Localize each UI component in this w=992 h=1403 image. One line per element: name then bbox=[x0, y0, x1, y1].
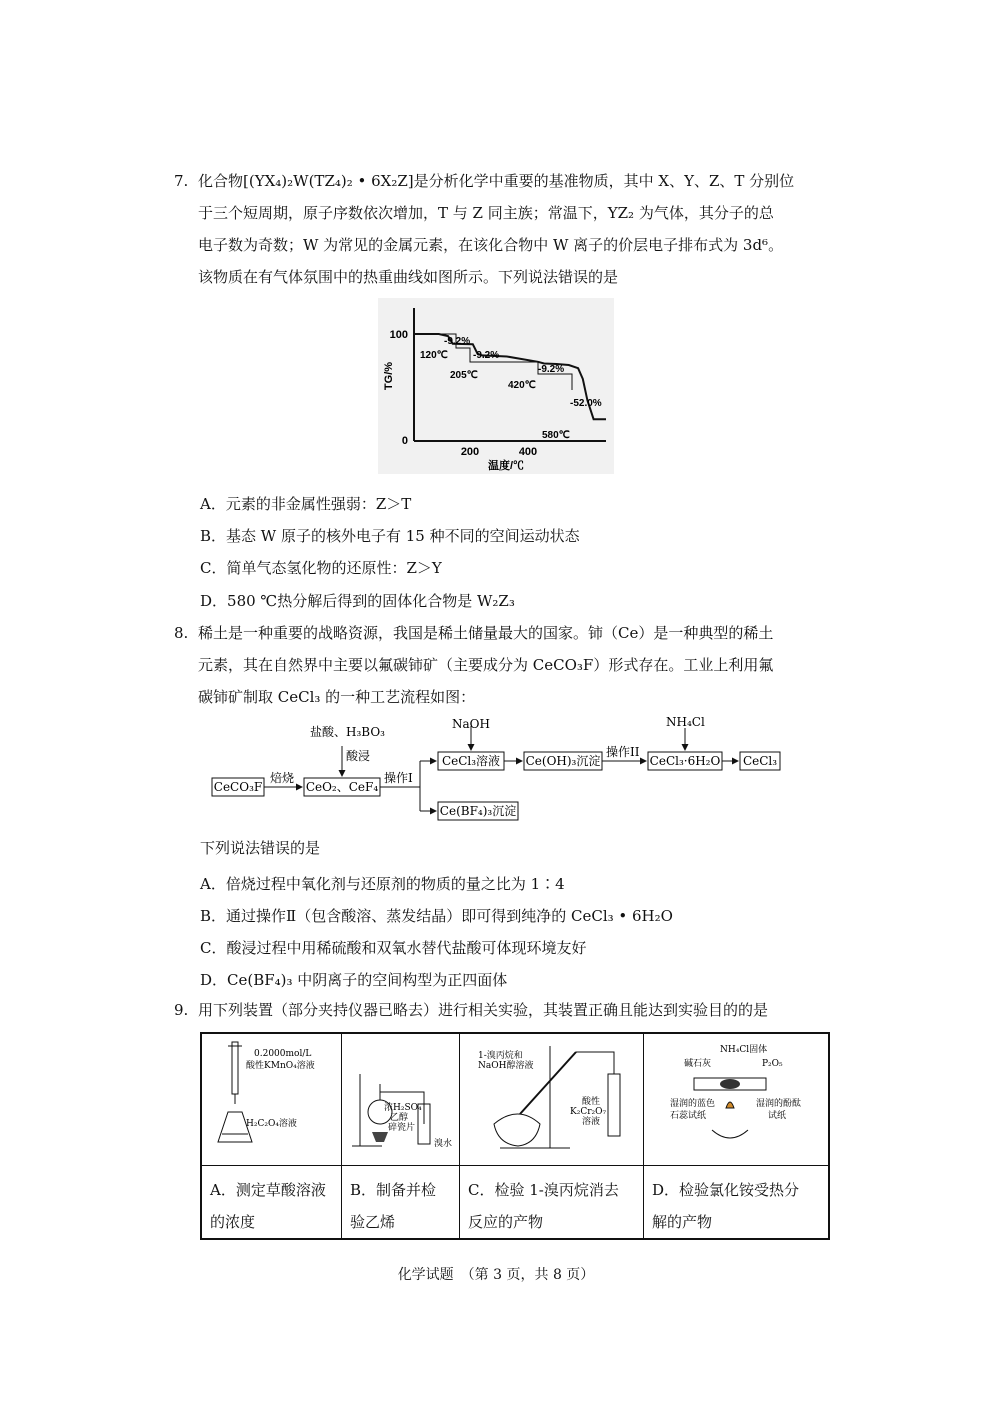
question-7-option-d: D．580 ℃热分解后得到的固体化合物是 W₂Z₃ bbox=[200, 592, 515, 610]
box-cebf4-label: Ce(BF₄)₃沉淀 bbox=[439, 804, 517, 818]
question-7-stem-line-4: 该物质在有气体氛围中的热重曲线如图所示。下列说法错误的是 bbox=[198, 268, 619, 286]
svg-text:P₂O₅: P₂O₅ bbox=[762, 1059, 783, 1069]
step-op2: 操作II bbox=[606, 745, 640, 759]
svg-text:石蕊试纸: 石蕊试纸 bbox=[670, 1111, 707, 1121]
elimination-apparatus-figure bbox=[460, 1034, 642, 1164]
step-op1: 操作I bbox=[384, 771, 413, 785]
svg-text:浓H₂SO₄: 浓H₂SO₄ bbox=[384, 1103, 422, 1113]
question-9-stem: 用下列装置（部分夹持仪器已略去）进行相关实验，其装置正确且能达到实验目的的是 bbox=[198, 1001, 769, 1019]
x-tick-200: 200 bbox=[460, 446, 480, 458]
apparatus-table bbox=[200, 1032, 830, 1240]
box-cecl3-hydrate-label: CeCl₃·6H₂O bbox=[649, 754, 721, 768]
question-7-option-c: C．简单气态氢化物的还原性：Z＞Y bbox=[200, 559, 442, 577]
annotation-step-4: -52.0% bbox=[570, 398, 602, 409]
svg-text:NaOH醇溶液: NaOH醇溶液 bbox=[478, 1061, 534, 1071]
annotation-step-3: -9.2% bbox=[538, 364, 565, 375]
question-8-option-d: D．Ce(BF₄)₃ 中阴离子的空间构型为正四面体 bbox=[200, 971, 508, 989]
caption-b: B．制备并检 验乙烯 bbox=[342, 1165, 460, 1240]
question-7-stem-line-1: 化合物[(YX₄)₂W(TZ₄)₂ • 6X₂Z]是分析化学中重要的基准物质，其中 X、Y、Z、T 分别位 bbox=[198, 172, 795, 190]
box-ceoh3-label: Ce(OH)₃沉淀 bbox=[525, 754, 601, 768]
question-8-number: 8. bbox=[174, 624, 189, 642]
caption-c: C．检验 1-溴丙烷消去 反应的产物 bbox=[460, 1165, 644, 1240]
annotation-step-2: -9.2% bbox=[473, 350, 500, 361]
x-tick-400: 400 bbox=[518, 446, 538, 458]
annotation-205c: 205℃ bbox=[450, 370, 478, 381]
svg-text:试纸: 试纸 bbox=[768, 1111, 787, 1121]
svg-text:湿润的蓝色: 湿润的蓝色 bbox=[670, 1099, 716, 1109]
figure-b-cell bbox=[342, 1034, 460, 1165]
question-8-option-c: C．酸浸过程中用稀硫酸和双氧水替代盐酸可体现环境友好 bbox=[200, 939, 587, 957]
y-tick-0: 0 bbox=[401, 435, 408, 447]
svg-text:酸性: 酸性 bbox=[582, 1097, 601, 1107]
svg-text:溴水: 溴水 bbox=[434, 1139, 453, 1149]
titration-apparatus-figure bbox=[202, 1034, 340, 1164]
annotation-step-1: -9.2% bbox=[444, 336, 471, 347]
caption-d: D．检验氯化铵受热分 解的产物 bbox=[644, 1165, 828, 1240]
reagent-nh4cl: NH₄Cl bbox=[666, 716, 705, 729]
question-8-option-a: A．倍烧过程中氧化剂与还原剂的物质的量之比为 1∶4 bbox=[200, 875, 565, 893]
svg-text:酸性KMnO₄溶液: 酸性KMnO₄溶液 bbox=[246, 1061, 315, 1071]
svg-text:K₂Cr₂O₇: K₂Cr₂O₇ bbox=[570, 1107, 607, 1117]
step-brackets bbox=[418, 334, 572, 390]
svg-text:0.2000mol/L: 0.2000mol/L bbox=[254, 1049, 312, 1059]
svg-text:1-溴丙烷和: 1-溴丙烷和 bbox=[478, 1051, 523, 1061]
chart-axes bbox=[414, 308, 606, 441]
svg-text:溶液: 溶液 bbox=[582, 1117, 601, 1127]
question-8-prompt: 下列说法错误的是 bbox=[200, 839, 321, 857]
svg-text:碱石灰: 碱石灰 bbox=[684, 1059, 712, 1069]
figure-d-cell bbox=[644, 1034, 830, 1165]
ammonium-chloride-apparatus-figure bbox=[644, 1034, 830, 1164]
ethylene-apparatus-figure bbox=[342, 1034, 458, 1164]
question-8-stem-line-2: 元素，其在自然界中主要以氟碳铈矿（主要成分为 CeCO₃F）形式存在。工业上利用氟 bbox=[198, 656, 774, 674]
svg-text:湿润的酚酞: 湿润的酚酞 bbox=[756, 1099, 802, 1109]
page-footer: 化学试题 （第 3 页，共 8 页） bbox=[397, 1267, 595, 1283]
reagent-hcl-h3bo3: 盐酸、H₃BO₃ bbox=[310, 725, 385, 739]
y-tick-100: 100 bbox=[389, 329, 408, 341]
x-axis-label: 温度/℃ bbox=[487, 460, 525, 472]
question-9-number: 9. bbox=[174, 1001, 189, 1019]
process-flow-chart bbox=[208, 716, 788, 828]
step-acid-leach: 酸浸 bbox=[346, 749, 371, 763]
figure-c-cell bbox=[460, 1034, 644, 1165]
box-ceo2-cef4-label: CeO₂、CeF₄ bbox=[305, 780, 379, 794]
annotation-120c: 120℃ bbox=[420, 350, 448, 361]
tg-curve-chart bbox=[378, 298, 614, 474]
question-8-option-b: B．通过操作Ⅱ（包含酸溶、蒸发结晶）即可得到纯净的 CeCl₃ • 6H₂O bbox=[200, 907, 673, 925]
svg-text:乙醇: 乙醇 bbox=[390, 1113, 409, 1123]
svg-text:碎瓷片: 碎瓷片 bbox=[388, 1123, 416, 1133]
question-7-stem-line-2: 于三个短周期，原子序数依次增加，T 与 Z 同主族；常温下，YZ₂ 为气体，其分子的总 bbox=[198, 204, 774, 222]
question-8-stem-line-1: 稀土是一种重要的战略资源，我国是稀土储量最大的国家。铈（Ce）是一种典型的稀土 bbox=[198, 624, 774, 642]
box-cecl3-label: CeCl₃ bbox=[742, 754, 778, 768]
svg-text:NH₄Cl固体: NH₄Cl固体 bbox=[720, 1045, 768, 1055]
step-roast: 焙烧 bbox=[270, 771, 295, 785]
annotation-420c: 420℃ bbox=[508, 380, 536, 391]
reagent-naoh: NaOH bbox=[452, 717, 490, 731]
question-7-stem-line-3: 电子数为奇数；W 为常见的金属元素，在该化合物中 W 离子的价层电子排布式为 3d⁶。 bbox=[198, 236, 784, 254]
y-axis-label: TG/% bbox=[383, 361, 395, 391]
question-8-stem-line-3: 碳铈矿制取 CeCl₃ 的一种工艺流程如图： bbox=[198, 688, 476, 706]
question-7-number: 7. bbox=[174, 172, 189, 190]
annotation-580c: 580℃ bbox=[542, 430, 570, 441]
question-7-option-a: A．元素的非金属性强弱：Z＞T bbox=[200, 495, 412, 513]
figure-a-cell bbox=[202, 1034, 342, 1165]
box-ceco3f-label: CeCO₃F bbox=[213, 780, 263, 794]
svg-text:H₂C₂O₄溶液: H₂C₂O₄溶液 bbox=[246, 1119, 297, 1129]
question-7-option-b: B．基态 W 原子的核外电子有 15 种不同的空间运动状态 bbox=[200, 527, 580, 545]
caption-a: A．测定草酸溶液 的浓度 bbox=[202, 1165, 342, 1240]
box-cecl3-solution-label: CeCl₃溶液 bbox=[441, 754, 501, 768]
